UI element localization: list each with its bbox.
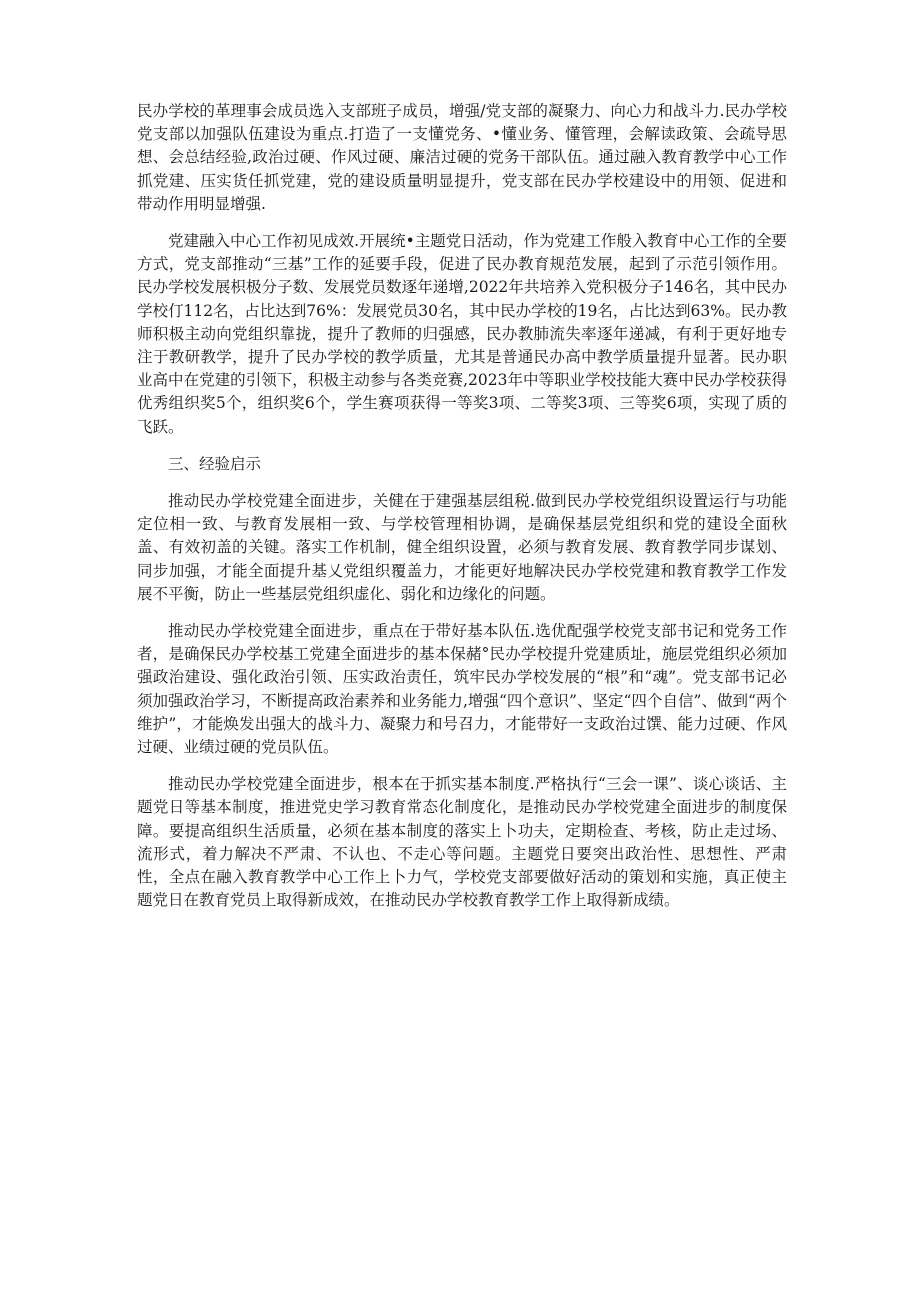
document-page xyxy=(137,100,787,927)
paragraph-3: 推动民办学校党建全面进步，关健在于建强基层组税.做到民办学校党组织设置运行与功能定位相一致、与教育发展相一致、与学校管理相协调，是确保基层党组织和党的建设全面秋盖、有效初盖的关键。落实工作机制，健全组织设置，必须与教育发展、教育教学同步谋划、同步加强，才能全面提升基乂党组织覆盖力，才能更好地解决民办学校党建和教育教学工作发展不平衡，防止一些基层党组织虚化、弱化和边缘化的问题。 xyxy=(137,492,787,603)
section-heading: 三、经验启示 xyxy=(168,454,262,473)
paragraph-5: 推动民办学校党建全面进步，根本在于抓实基本制度.严格执行“三会一课”、谈心谈话、主题党日等基本制度，推进党史学习教育常态化制度化，是推动民办学校党建全面进步的制度保障。要提高组织生活质量，必须在基本制度的落实上卜功夫，定期检查、考核，防止走过场、流形式，着力解决不严肃、不认也、不走心等问题。主题党日要突出政治性、思想性、严肃性，全点在融入教育教学中心工作上卜力气，学校党支部要做好活动的策划和实施，真正使主题党日在教育党员上取得新成效，在推动民办学校教育教学工作上取得新成绩。 xyxy=(137,775,787,910)
paragraph-2: 党建融入中心工作初见成效.开展统•主题党日活动，作为党建工作般入教育中心工作的全要方式，党支部推动“三基”工作的延要手段，促进了民办教育规范发展，起到了示范引领作用。民办学校发展枳极分子数、发展党员数逐年递增,2022年共培养入党积极分子146名，其中民办学校仃112名，占比达到76%：发展党员30名，其中民办学校的19名，占比达到63%。民办教师积极主动向党组织靠拢，提升了教师的归强感，民办教肺流失率逐年递减，有利于更好地专注于教研教学，提升了民办学校的教学质量，尤其是普通民办高中教学质量提升显著。民办职业高中在党建的引领下，积极主动参与各类竞赛,2023年中等职业学校技能大赛中民办学校获得优秀组织奖5个，组织奖6个，学生赛项获得一等奖3项、二等奖3项、三等奖6项，实现了质的飞跃。 xyxy=(137,232,787,436)
paragraph-4: 推动民办学校党建全面进步，重点在于带好基本队伍.选优配强学校党支部书记和党务工作者，是确保民办学校基工党建全面进步的基本保赭°民办学校提升党建质址，施层党组织必须加强政治建设、强化政治引领、压实政治责任，筑牢民办学校发展的“根”和“魂”。党支部书记必须加强政治学习，不断提高政治素养和业务能力,增强“四个意识”、坚定“四个自信”、做到“两个维护”，才能焕发出强大的战斗力、凝聚力和号召力，才能带好一支政治过馔、能力过硬、作风过硬、业绩过硬的党员队伍。 xyxy=(137,622,787,757)
paragraph-1: 民办学校的革理事会成员选入支部班子成员，增强/党支部的凝聚力、向心力和战斗力.民办学校党支部以加强队伍建设为重点.打造了一支懂党务、•懂业务、懂管理，会解读政策、会疏导思想、会总结经验,政治过硬、作风过硬、廉洁过硬的党务干部队伍。通过融入教育教学中心工作抓党建、压实货任抓党建，党的建设质量明显提升，党支部在民办学校建设中的用领、促进和带动作用明显增强. xyxy=(137,102,787,213)
